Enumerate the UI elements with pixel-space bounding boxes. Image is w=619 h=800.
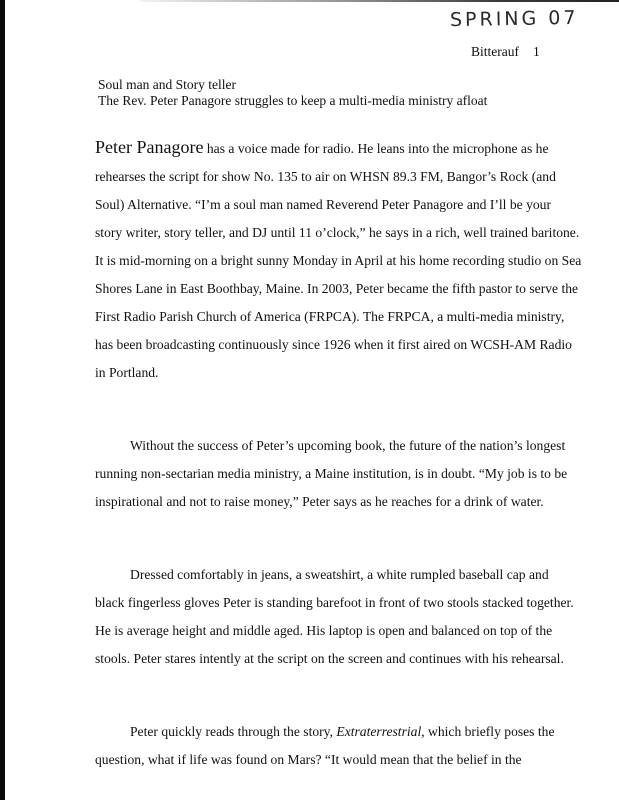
handwritten-note: SPRING 07 [449,6,579,32]
paragraph-line: running non-sectarian media ministry, a Maine institution, is in doubt. “My job is to be [95,466,568,481]
paragraph-4 [95,718,555,774]
paragraph-line: rehearses the script for show No. 135 to air on WHSN 89.3 FM, Bangor’s Rock (and [95,169,556,184]
paragraph-line: Soul) Alternative. “I’m a soul man named Reverend Peter Panagore and I’ll be your [95,197,552,212]
paragraph-line: stools. Peter stares intently at the script on the screen and continues with his rehearsal. [95,651,564,666]
headline: Soul man and Story teller [98,77,236,92]
paragraph-3 [95,561,574,673]
paragraph-line: in Portland. [95,365,159,380]
paragraph-line: black fingerless gloves Peter is standing barefoot in front of two stools stacked together. [95,595,574,610]
paragraph-line: Without the success of Peter’s upcoming book, the future of the nation’s longest [130,438,566,453]
paragraph-line: inspirational and not to raise money,” Peter says as he reaches for a drink of water. [95,494,544,509]
lead-name: Peter Panagore [95,137,204,157]
paragraph-1 [95,133,582,387]
paragraph-line: story writer, story teller, and DJ until 11 o’clock,” he says in a rich, well trained baritone. [95,225,580,240]
paragraph-line: Peter Panagore has a voice made for radio. He leans into the microphone as he [95,137,549,157]
page-number: 1 [532,44,540,59]
paragraph-line: It is mid-morning on a bright sunny Monday in April at his home recording studio on Sea [95,253,582,268]
paragraph-line: question, what if life was found on Mars? “It would mean that the belief in the [95,752,522,767]
author-name: Bitterauf [471,44,519,59]
paragraph-line: Peter quickly reads through the story, Extraterrestrial, which briefly poses the [130,724,555,739]
paragraph-line: has been broadcasting continuously since 1926 when it first aired on WCSH-AM Radio [95,337,572,352]
paragraph-line: He is average height and middle aged. His laptop is open and balanced on top of the [95,623,553,638]
article-body [95,133,582,774]
story-title: Extraterrestrial [336,724,422,739]
scan-border-top [140,0,619,2]
scan-border-left [0,0,5,800]
paragraph-line: Shores Lane in East Boothbay, Maine. In 2003, Peter became the fifth pastor to serve the [95,281,579,296]
paragraph-line: First Radio Parish Church of America (FRPCA). The FRPCA, a multi-media ministry, [95,309,565,324]
paragraph-2 [95,432,568,516]
subheadline: The Rev. Peter Panagore struggles to keep a multi-media ministry afloat [98,93,488,108]
title-block [98,77,487,109]
paragraph-line: Dressed comfortably in jeans, a sweatshirt, a white rumpled baseball cap and [130,567,549,582]
running-header [471,44,540,60]
